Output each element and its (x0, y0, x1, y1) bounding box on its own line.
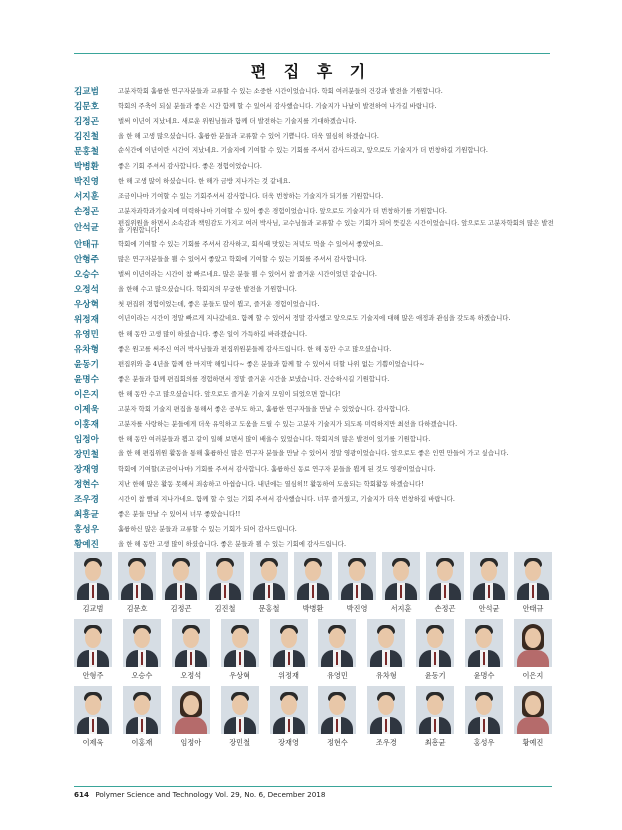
photo-caption: 문홍철 (258, 604, 280, 613)
photo-cell (221, 686, 259, 748)
photo-caption: 오승수 (131, 671, 153, 680)
entry-text: 고분자학회 훌륭한 연구자분들과 교류할 수 있는 소중한 시간이었습니다. 학회 여러분들의 건강과 발전을 기원합니다. (118, 87, 443, 95)
entry-text: 순식간에 이년이란 시간이 지났네요. 기술지에 기여할 수 있는 기회를 주셔서 감사드리고, 앞으로도 기술지가 더 번창하길 기원합니다. (118, 146, 488, 155)
portrait-photo (123, 619, 161, 667)
photo-cell (123, 619, 161, 681)
photo-caption: 위정재 (278, 671, 299, 680)
photo-caption: 윤동기 (424, 671, 446, 680)
entry-row (74, 190, 556, 202)
entry-name: 서지훈 (74, 192, 99, 202)
entry-text: 고분자를 사랑하는 분들에게 더욱 유익하고 도움을 드릴 수 있는 고분자 기술지가 되도록 미력하지만 최선을 다하겠습니다. (118, 419, 458, 428)
entry-row (74, 115, 556, 127)
entry-row (74, 205, 556, 217)
entry-row (74, 358, 556, 370)
entry-row (74, 220, 556, 235)
photo-caption: 안석균 (478, 604, 500, 613)
entry-name: 장민철 (74, 449, 99, 460)
photo-cell (514, 619, 552, 681)
entry-text: 고분자과학과기술지에 미력하나마 기여할 수 있어 좋은 경험이었습니다. 앞으로도 기술지가 더 번창하기를 기원합니다. (118, 207, 447, 215)
entry-name: 김진철 (74, 132, 99, 142)
entry-text: 편집위원을 하면서 소속감과 책임감도 가지고 여러 박사님, 교수님들과 교류할 수 있는 기회가 되어 뜻깊은 시간이었습니다. 앞으로도 고분자학회의 많은 발전을 기원합니다! (118, 219, 554, 235)
portrait-photo (270, 686, 308, 734)
entry-text: 학회에 기여할 수 있는 기회를 주셔서 감사하고, 회식때 맛있는 저녁도 먹을 수 있어서 좋았어요. (118, 239, 384, 248)
entry-name: 유차형 (74, 344, 99, 355)
portrait-photo (465, 686, 503, 734)
entry-row (74, 508, 556, 520)
entry-row (74, 538, 556, 550)
entry-name: 손정곤 (74, 207, 99, 217)
entry-row (74, 463, 556, 475)
entry-row (74, 238, 556, 250)
photo-caption: 김교범 (82, 604, 104, 613)
photo-cell (172, 686, 210, 748)
page-number: 614 (74, 790, 90, 799)
photo-cell (172, 619, 210, 681)
photo-cell (367, 619, 405, 681)
photo-row (74, 552, 552, 614)
photo-caption: 김문호 (126, 604, 148, 613)
entry-name: 문홍철 (74, 147, 99, 157)
photo-caption: 장민철 (229, 738, 251, 747)
page-title: 편 집 후 기 (250, 62, 372, 81)
entry-text: 좋은 분들 만날 수 있어서 너무 좋았습니다!! (118, 509, 241, 518)
photo-caption: 정현수 (326, 738, 348, 747)
entry-text: 좋은 원고를 써주신 여러 박사님들과 편집위원분들께 감사드립니다. 한 해 동안 수고 많으셨습니다. (118, 344, 392, 353)
entry-text: 학회의 주축이 되실 분들과 좋은 시간 함께 할 수 있어서 감사했습니다. 기술지가 나날이 발전하여 나가길 바랍니다. (118, 102, 437, 110)
photo-cell (416, 686, 454, 748)
photo-cell (318, 619, 356, 681)
entry-row (74, 268, 556, 280)
portrait-photo (172, 619, 210, 667)
photo-caption: 장재영 (278, 738, 299, 747)
entry-row (74, 418, 556, 430)
entry-text: 올 한해 수고 많으셨습니다. 학회지의 무궁한 발전을 기원합니다. (118, 284, 297, 293)
portrait-photo (318, 686, 356, 734)
entry-row (74, 493, 556, 505)
entry-name: 김교범 (74, 87, 99, 97)
portrait-photo (206, 552, 244, 600)
entry-text: 좋은 기회 주셔서 감사합니다. 좋은 경험이었습니다. (118, 162, 262, 170)
entry-text: 고분자 학회 기술지 편집을 통해서 좋은 공부도 하고, 훌륭한 연구자들을 만날 수 있었습니다. 감사합니다. (118, 404, 410, 413)
photo-caption: 홍성우 (473, 738, 495, 747)
entry-text: 한 해 고생 많이 하셨습니다. 한 해가 금방 지나가는 것 같네요. (118, 177, 291, 185)
entry-text: 훌륭하신 많은 분들과 교류할 수 있는 기회가 되어 감사드립니다. (118, 524, 297, 533)
entry-row (74, 283, 556, 295)
portrait-photo (74, 552, 112, 600)
photo-cell (123, 686, 161, 748)
entry-text: 벌써 이년이라는 시간이 참 빠르네요. 많은 분들 뵐 수 있어서 참 즐거운 시간이었던 같습니다. (118, 269, 377, 278)
photo-caption: 최흥균 (424, 738, 446, 747)
photo-caption: 우상혁 (229, 671, 251, 680)
entry-text: 한 해 동안 수고 많으셨습니다. 앞으로도 즐거운 기술지 모임이 되었으면 합니다! (118, 389, 341, 398)
photo-cell (206, 552, 244, 614)
photo-cell (470, 552, 508, 614)
entry-name: 윤동기 (74, 359, 99, 370)
photo-caption: 오정석 (180, 671, 202, 680)
entry-text: 조금이나마 기여할 수 있는 기회주셔서 감사합니다. 더욱 번창하는 기술지가 되기를 기원합니다. (118, 192, 384, 200)
photo-caption: 이제욱 (82, 738, 104, 747)
portrait-photo (382, 552, 420, 600)
portrait-photo (318, 619, 356, 667)
photo-caption: 유영민 (326, 671, 348, 680)
entry-name: 이제욱 (74, 404, 99, 415)
entry-name: 임정아 (74, 434, 99, 445)
entry-name: 유영민 (74, 329, 99, 340)
entry-text: 학회에 기여할(조금이나마) 기회를 주셔서 감사합니다. 훌륭하신 동료 연구자 분들을 뵙게 된 것도 영광이었습니다. (118, 464, 436, 473)
photo-caption: 윤명수 (473, 671, 495, 680)
photo-caption: 김진철 (214, 604, 236, 613)
photo-cell (221, 619, 259, 681)
entry-text: 벌써 이년이 지났네요. 새로운 위원님들과 함께 더 발전하는 기술지를 기대하겠습니다. (118, 117, 357, 125)
portrait-photo (514, 686, 552, 734)
entry-row (74, 478, 556, 490)
entry-row (74, 343, 556, 355)
photo-row (74, 619, 552, 681)
portrait-photo (416, 686, 454, 734)
entry-row (74, 253, 556, 265)
photo-caption: 조우경 (375, 738, 397, 747)
entry-row (74, 100, 556, 112)
portrait-photo (514, 552, 552, 600)
photo-caption: 이은지 (522, 671, 544, 680)
entry-row (74, 523, 556, 535)
entry-name: 윤명수 (74, 374, 99, 385)
portrait-photo (172, 686, 210, 734)
entry-row (74, 403, 556, 415)
photo-row (74, 686, 552, 748)
entry-name: 우상혁 (74, 299, 99, 310)
entry-name: 박진영 (74, 177, 99, 187)
entry-row (74, 160, 556, 172)
footer-rule (74, 786, 552, 787)
entry-row (74, 373, 556, 385)
photo-caption: 손정곤 (434, 604, 456, 613)
entry-text: 한 해 동안 고생 많이 하셨습니다. 좋은 일이 가득하길 바라겠습니다. (118, 329, 308, 338)
entry-text: 시간이 참 빨리 지나가네요. 함께 할 수 있는 기회 주셔서 감사했습니다. 너무 즐거웠고, 기술지가 더욱 번창하길 바랍니다. (118, 494, 455, 503)
photo-cell (416, 619, 454, 681)
portrait-photo (123, 686, 161, 734)
entry-row (74, 298, 556, 310)
photo-cell (514, 552, 552, 614)
entry-name: 홍성우 (74, 524, 99, 535)
photo-cell (318, 686, 356, 748)
photo-caption: 서지훈 (390, 604, 412, 613)
entry-row (74, 175, 556, 187)
entry-name: 안석균 (74, 223, 99, 234)
portrait-photo (250, 552, 288, 600)
portrait-photo (221, 686, 259, 734)
entry-name: 안태규 (74, 239, 99, 250)
photo-cell (250, 552, 288, 614)
entry-text: 편집위와 총 4년을 함께 한 마지막 해입니다~ 좋은 분들과 함께 할 수 있어서 더할 나위 없는 기쁨이었습니다~ (118, 359, 425, 368)
entry-name: 박병환 (74, 162, 99, 172)
portrait-photo (294, 552, 332, 600)
photo-cell (270, 686, 308, 748)
portrait-photo (367, 686, 405, 734)
photo-cell (382, 552, 420, 614)
top-rule (74, 53, 550, 54)
photo-cell (294, 552, 332, 614)
photo-caption: 박진영 (346, 604, 368, 613)
entry-row (74, 313, 556, 325)
portrait-photo (118, 552, 156, 600)
entry-text: 많은 연구자분들을 뵐 수 있어서 좋았고 학회에 기여할 수 있는 기회를 주셔서 감사합니다. (118, 254, 367, 263)
portrait-photo (74, 619, 112, 667)
portrait-photo (162, 552, 200, 600)
entry-name: 이은지 (74, 389, 99, 400)
entry-name: 정현수 (74, 479, 99, 490)
entry-name: 장재영 (74, 464, 99, 475)
entry-row (74, 130, 556, 142)
entry-text: 이년이라는 시간이 정말 빠르게 지나갔네요. 함께 할 수 있어서 정말 감사했고 앞으로도 기술지에 대해 많은 애정과 관심을 갖도록 하겠습니다. (118, 314, 511, 323)
photo-caption: 안태규 (522, 604, 544, 613)
journal-info: Polymer Science and Technology Vol. 29, No. 6, December 2018 (95, 790, 326, 799)
photo-cell (465, 686, 503, 748)
entry-name: 오정석 (74, 284, 99, 295)
photo-caption: 이홍재 (131, 738, 153, 747)
photo-caption: 김정곤 (170, 604, 192, 613)
entry-text: 지난 한해 많은 활동 못해서 죄송하고 아쉽습니다. 내년에는 열심히!! 활동하여 도움되는 학회활동 하겠습니다! (118, 479, 424, 488)
entry-row (74, 388, 556, 400)
photo-caption: 유차형 (375, 671, 397, 680)
photo-caption: 황예진 (522, 738, 544, 747)
photo-cell (74, 552, 112, 614)
entry-text: 첫 편집위 경험이었는데, 좋은 분들도 많이 뵙고, 즐거운 경험이었습니다. (118, 299, 320, 308)
entries-list (74, 85, 556, 553)
photo-cell (367, 686, 405, 748)
photo-cell (514, 686, 552, 748)
photo-cell (465, 619, 503, 681)
entry-text: 좋은 분들과 함께 편집회의를 경험하면서 정말 즐거운 시간을 보냈습니다. 건승하시길 기원합니다. (118, 374, 390, 383)
entry-row (74, 433, 556, 445)
entry-text: 올 한 해 편집위원 활동을 통해 훌륭하신 많은 연구자 분들을 만날 수 있어서 정말 영광이었습니다. 앞으로도 좋은 인연 만들어 가고 싶습니다. (118, 449, 509, 458)
entry-text: 한 해 동안 여러분들과 뵙고 같이 일해 보면서 많이 배울수 있었습니다. 학회지의 많은 발전이 있기를 기원합니다. (118, 434, 431, 443)
entry-name: 위정재 (74, 314, 99, 325)
entry-row (74, 85, 556, 97)
photo-caption: 박병환 (302, 604, 324, 613)
portrait-photo (416, 619, 454, 667)
photo-cell (162, 552, 200, 614)
portrait-photo (465, 619, 503, 667)
entry-name: 김문호 (74, 102, 99, 112)
entry-row (74, 145, 556, 157)
photo-caption: 임정아 (180, 738, 202, 747)
portrait-photo (270, 619, 308, 667)
photo-cell (74, 619, 112, 681)
photo-cell (118, 552, 156, 614)
entry-text: 올 한 해 고생 많으셨습니다. 훌륭한 분들과 교류할 수 있어 기쁩니다. 더욱 열심히 하겠습니다. (118, 132, 379, 140)
entry-name: 오승수 (74, 269, 99, 280)
footer (74, 790, 325, 799)
entry-name: 김정곤 (74, 117, 99, 127)
entry-name: 조우경 (74, 494, 99, 505)
photo-cell (338, 552, 376, 614)
portrait-photo (514, 619, 552, 667)
photo-cell (74, 686, 112, 748)
portrait-photo (367, 619, 405, 667)
entry-text: 올 한 해 동안 고생 많이 하셨습니다. 좋은 분들과 뵐 수 있는 기회에 감사드립니다. (118, 539, 347, 548)
portrait-photo (426, 552, 464, 600)
portrait-photo (74, 686, 112, 734)
photo-cell (426, 552, 464, 614)
entry-name: 안형주 (74, 254, 99, 265)
entry-name: 황예진 (74, 539, 99, 550)
entry-name: 이홍재 (74, 419, 99, 430)
portrait-photo (470, 552, 508, 600)
entry-row (74, 448, 556, 460)
portrait-photo (338, 552, 376, 600)
photo-cell (270, 619, 308, 681)
photo-caption: 안형주 (82, 671, 104, 680)
entry-row (74, 328, 556, 340)
portrait-photo (221, 619, 259, 667)
photo-grid (74, 552, 552, 753)
entry-name: 최흥균 (74, 509, 99, 520)
